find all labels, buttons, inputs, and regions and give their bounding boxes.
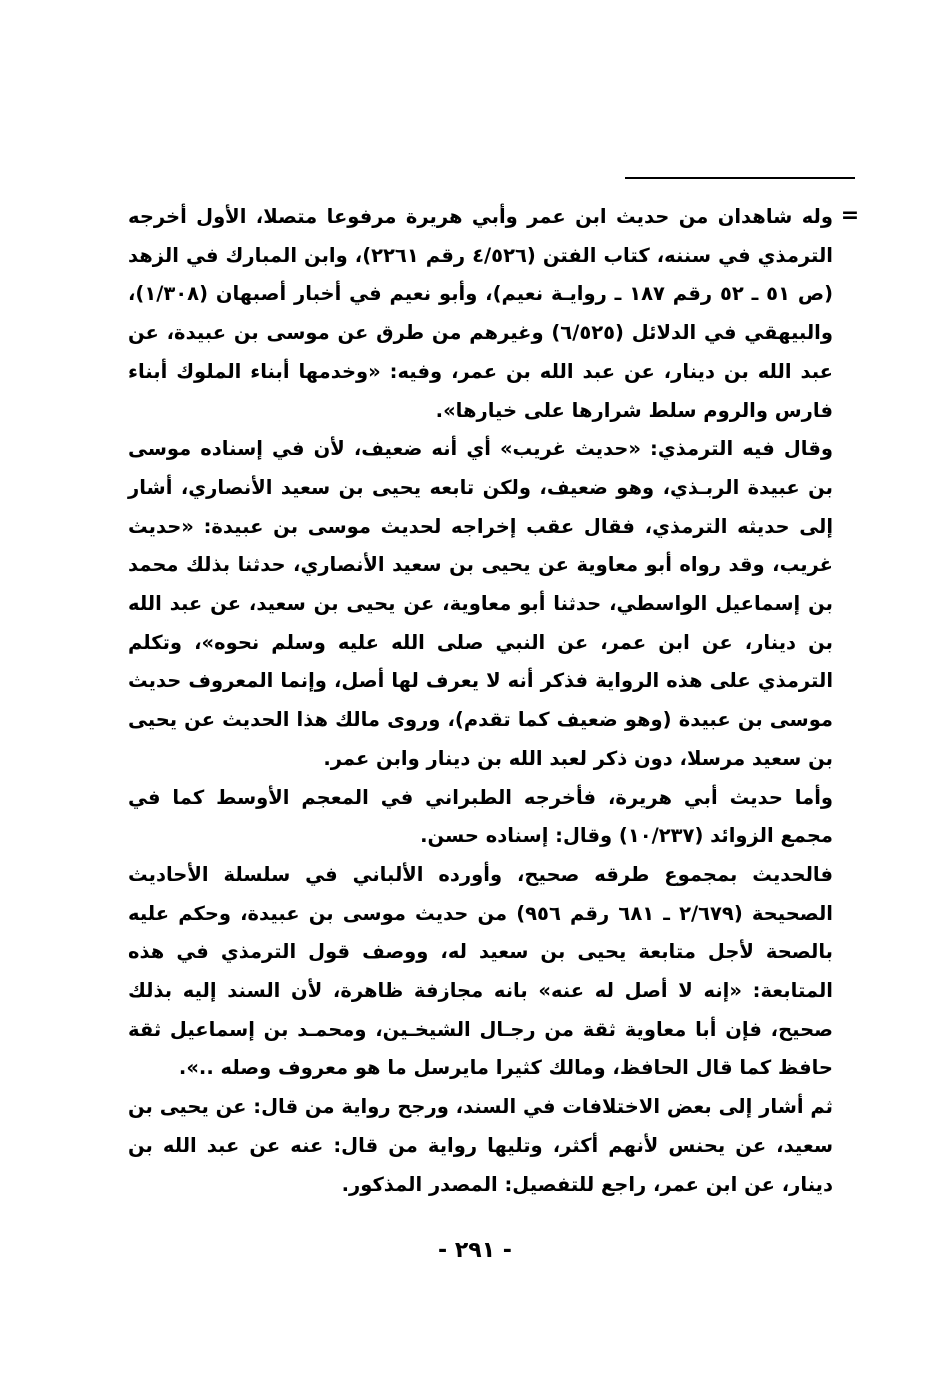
- footnote-continuation-mark: =: [840, 203, 860, 228]
- footnote-text: [128, 198, 833, 1204]
- page-number: - ٢٩١ -: [438, 1238, 512, 1263]
- paragraph-albani-grading: فالحديث بمجموع طرقه صحيح، وأورده الألباني في سلسلة الأحاديث الصحيحة (٢/٦٧٩ ـ ٦٨١ رقم ٩٥٦) من حديث موسى بن عبيدة، وحكم عليه بالصحة لأجل متابعة يحيى بن سعيد له، ووصف قول الترمذي في هذه المتابعة: «إنه لا أصل له عنه» بانه مجازفة ظاهرة، لأن السند إليه بذلك صحيح، فإن أبا معاوية ثقة من رجـال الشيخـين، ومحمـد بن إسماعيل ثقة حافظ كما قال الحافظ، ومالك كثيرا مايرسل ما هو معروف وصله ..».: [128, 862, 833, 1080]
- footnote-separator-rule: [625, 177, 855, 179]
- paragraph-shawahid: وله شاهدان من حديث ابن عمر وأبي هريرة مرفوعا متصلا، الأول أخرجه الترمذي في سننه، كتاب الفتن (٤/٥٢٦ رقم ٢٢٦١)، وابن المبارك في الزهد (ص ٥١ ـ ٥٢ رقم ١٨٧ ـ روايـة نعيم)، وأبو نعيم في أخبار أصبهان (١/٣٠٨)، والبيهقي في الدلائل (٦/٥٢٥) وغيرهم من طرق عن موسى بن عبيدة، عن عبد الله بن دينار، عن عبد الله بن عمر، وفيه: «وخدمها أبناء الملوك أبناء فارس والروم سلط شرارها على خيارها».: [128, 205, 833, 422]
- paragraph-sanad-differences: ثم أشار إلى بعض الاختلافات في السند، ورجح رواية من قال: عن يحيى بن سعيد، عن يحنس لأنهم أكثر، وتليها رواية من قال: عنه عن عبد الله بن دينار، عن ابن عمر، راجع للتفصيل: المصدر المذكور.: [128, 1095, 833, 1196]
- paragraph-abu-hurayra: وأما حديث أبي هريرة، فأخرجه الطبراني في المعجم الأوسط كما في مجمع الزوائد (١٠/٢٣٧) وقال: إسناده حسن.: [128, 785, 833, 848]
- paragraph-tirmidhi-comment: وقال فيه الترمذي: «حديث غريب» أي أنه ضعيف، لأن في إسناده موسى بن عبيدة الربـذي، وهو ضعيف، ولكن تابعه يحيى بن سعيد الأنصاري، أشار إلى حديثه الترمذي، فقال عقب إخراجه لحديث موسى بن عبيدة: «حديث غريب، وقد رواه أبو معاوية عن يحيى بن سعيد الأنصاري، حدثنا بذلك محمد بن إسماعيل الواسطي، حدثنا أبو معاوية، عن يحيى بن سعيد، عن عبد الله بن دينار، عن ابن عمر، عن النبي صلى الله عليه وسلم نحوه»، وتكلم الترمذي على هذه الرواية فذكر أنه لا يعرف لها أصل، وإنما المعروف حديث موسى بن عبيدة (وهو ضعيف كما تقدم)، وروى مالك هذا الحديث عن يحيى بن سعيد مرسلا، دون ذكر لعبد الله بن دينار وابن عمر.: [128, 437, 833, 770]
